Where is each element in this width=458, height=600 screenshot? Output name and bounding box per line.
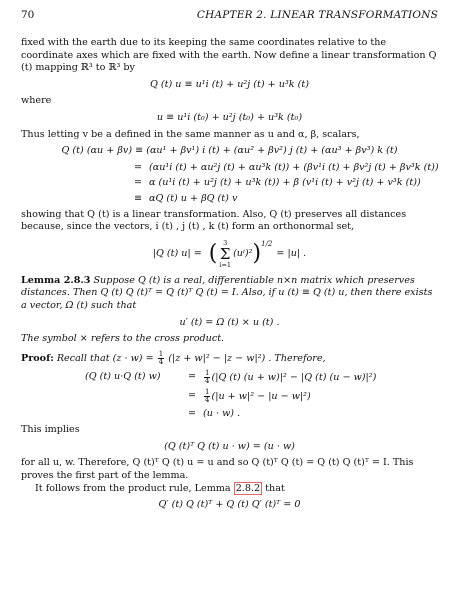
equation-derivative: Q′ (t) Q (t)ᵀ + Q (t) Q′ (t)ᵀ = 0 [158, 499, 301, 511]
proof-rhs: (u · w) . [203, 407, 241, 419]
proof-rhs: $\frac{1}{4}$ (|u + w|² − |u − w|²) [205, 387, 311, 404]
equation-norm: |Q (t) u| = ( 3 Σ i=1 (uⁱ)² ) $^{1/2}$ = |u| . [152, 238, 307, 269]
proof-rhs: $\frac{1}{4}$ (|Q (t) (u + w)|² − |Q (t) (u − w)|²) [205, 368, 377, 385]
page-body [21, 37, 438, 516]
proof-equations [85, 370, 438, 421]
equation-inner-product: (Q (t)ᵀ Q (t) u · w) = (u · w) [164, 440, 295, 452]
equation-omega: u′ (t) = Ω (t) × u (t) . [179, 316, 280, 328]
norm-lhs: |Q (t) u| = [152, 247, 202, 259]
norm-rhs: = |u| . [276, 247, 307, 259]
paragraph-preserves-distance: showing that Q (t) is a linear transformation. Also, Q (t) preserves all distances because, since the vectors, i (t) , j (t) , k (t) form an orthonormal set, [21, 208, 407, 233]
proof-heading: Proof: [21, 352, 54, 364]
implies-label: This implies [21, 424, 80, 436]
aligned-lhs [65, 193, 127, 206]
aligned-rhs: (αu¹i (t) + αu²j (t) + αu³k (t)) + (βv¹i (t) + βv²j (t) + βv³k (t)) [149, 161, 439, 173]
equation-linear-combination: Q (t) (αu + βv) ≡ (αu¹ + βv¹) i (t) + (αu² + βv²) j (t) + (αu³ + βv³) k (t) [61, 145, 398, 157]
fraction-quarter: $\frac{1}{4}$ [205, 387, 210, 404]
aligned-equations [65, 162, 438, 206]
aligned-sign: = [133, 161, 143, 173]
chapter-title: CHAPTER 2. LINEAR TRANSFORMATIONS [196, 9, 438, 21]
equation-q-u: Q (t) u ≡ u¹i (t) + u²j (t) + u³k (t) [150, 78, 309, 90]
aligned-lhs [65, 162, 127, 175]
paragraph-product-rule: It follows from the product rule, Lemma 2.8.2 that [35, 482, 285, 494]
proof-recall: Recall that (z · w) = [56, 352, 154, 364]
paragraph-letting-v: Thus letting v be a defined in the same manner as u and α, β, scalars, [21, 128, 360, 140]
aligned-sign: = [133, 177, 143, 189]
aligned-rhs: α (u¹i (t) + u²j (t) + u³k (t)) + β (v¹i (t) + v²j (t) + v³k (t)) [149, 177, 421, 189]
proof-sign: = [187, 389, 197, 401]
lemma-heading: Lemma 2.8.3 [21, 274, 91, 286]
lemma [21, 275, 438, 313]
paragraph-intro: fixed with the earth due to its keeping the same coordinates relative to the coordinate axes which are fixed with the earth. Now define a linear transformation Q (t) mapping ℝ³ to ℝ³ by [21, 37, 437, 74]
lemma-reference-link[interactable]: 2.8.2 [235, 482, 261, 494]
aligned-sign: ≡ [133, 192, 143, 204]
proof-sign: = [187, 370, 197, 382]
aligned-lhs [65, 177, 127, 190]
fraction-quarter: $\frac{1}{4}$ [158, 349, 164, 366]
cross-product-note: The symbol × refers to the cross product. [21, 333, 225, 345]
proof-intro [21, 351, 438, 366]
equation-u-definition: u ≡ u¹i (t₀) + u²j (t₀) + u³k (t₀) [156, 111, 303, 123]
proof-lhs: (Q (t) u·Q (t) w) [85, 370, 161, 382]
where-label: where [21, 95, 52, 107]
proof-polarization: (|z + w|² − |z − w|²) . Therefore, [168, 352, 326, 364]
proof-sign: = [187, 407, 197, 419]
fraction-quarter: $\frac{1}{4}$ [205, 368, 210, 385]
summation-symbol: 3 Σ i=1 [219, 238, 232, 269]
paragraph-orthogonal: for all u, w. Therefore, Q (t)ᵀ Q (t) u = u and so Q (t)ᵀ Q (t) = Q (t) Q (t)ᵀ = I. This proves the first part of the lemma. [21, 457, 414, 482]
page-number: 70 [21, 9, 35, 21]
norm-term: (uⁱ)² [233, 247, 253, 259]
aligned-rhs: αQ (t) u + βQ (t) v [149, 192, 238, 204]
lemma-statement: Suppose Q (t) is a real, differentiable n×n matrix which preserves distances. Then Q (t) Q (t)ᵀ = Q (t)ᵀ Q (t) = I. Also, if u (t) ≡ Q (t) u, then there exists a vector, Ω (t) such that [21, 274, 433, 311]
